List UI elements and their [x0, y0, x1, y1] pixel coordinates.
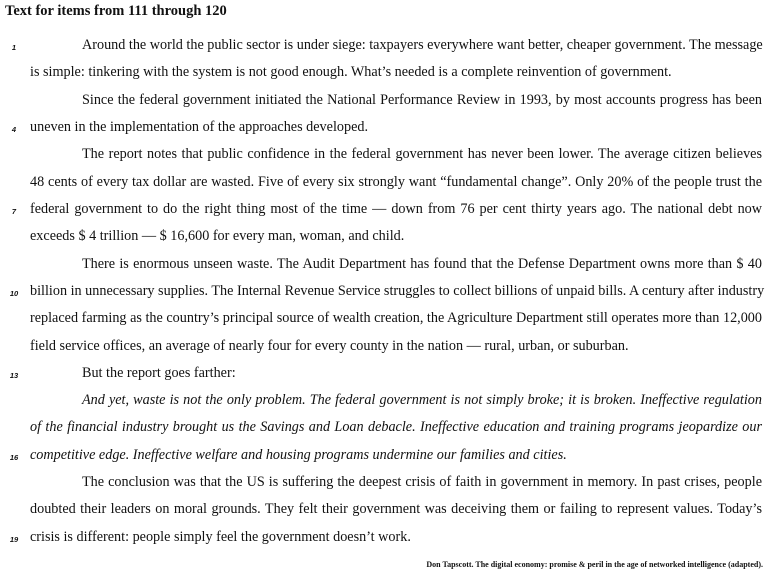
passage-line: of the financial industry brought us the Savings and Loan debacle. Ineffective education and training programs jeopardize our — [30, 419, 762, 435]
passage-line: federal government to do the right thing most of the time — down from 76 per cent thirty years ago. The national debt now — [30, 201, 762, 217]
passage-line: There is enormous unseen waste. The Audit Department has found that the Defense Department owns more than $ 40 — [82, 256, 762, 272]
passage-line: field service offices, an average of nearly four for every county in the nation — rural, urban, or suburban. — [30, 338, 629, 354]
passage-line: crisis is different: people simply feel the government doesn’t work. — [30, 529, 411, 545]
passage-line: Around the world the public sector is under siege: taxpayers everywhere want better, cheaper government. The message — [82, 37, 763, 53]
passage-line: exceeds $ 4 trillion — $ 16,600 for every man, woman, and child. — [30, 228, 405, 244]
passage-line: uneven in the implementation of the approaches developed. — [30, 119, 369, 135]
passage-line: The conclusion was that the US is suffering the deepest crisis of faith in government in memory. In past crises, people — [82, 474, 762, 490]
passage-line: doubted their leaders on moral grounds. They felt their government was deceiving them or failing to represent values. Today’s — [30, 501, 762, 517]
passage-line: billion in unnecessary supplies. The Internal Revenue Service struggles to collect billions of unpaid bills. A century after industry — [30, 283, 765, 299]
line-number: 16 — [9, 453, 19, 462]
passage-line: Since the federal government initiated the National Performance Review in 1993, by most accounts progress has been — [82, 92, 762, 108]
line-number: 13 — [9, 371, 19, 380]
passage-line: And yet, waste is not the only problem. The federal government is not simply broke; it is broken. Ineffective regulation — [82, 392, 762, 408]
source-citation: Don Tapscott. The digital economy: promise & peril in the age of networked intelligence (adapted). — [426, 560, 763, 569]
passage-line: But the report goes farther: — [82, 365, 236, 381]
passage-line: is simple: tinkering with the system is not good enough. What’s needed is a complete reinvention of government. — [30, 64, 672, 80]
passage-line: 48 cents of every tax dollar are wasted. Five of every six strongly want “fundamental change”. Only 20% of the people trust the — [30, 174, 762, 190]
line-number: 10 — [9, 289, 19, 298]
line-number: 19 — [9, 535, 19, 544]
passage-line: replaced farming as the country’s principal source of wealth creation, the Agriculture Department still operates more than 12,000 — [30, 310, 762, 326]
line-number: 1 — [11, 43, 17, 52]
passage-line: competitive edge. Ineffective welfare and housing programs undermine our families and cities. — [30, 447, 567, 463]
page-heading: Text for items from 111 through 120 — [5, 3, 227, 19]
line-number: 7 — [11, 207, 17, 216]
line-number: 4 — [11, 125, 17, 134]
passage-line: The report notes that public confidence in the federal government has never been lower. The average citizen believes — [82, 146, 762, 162]
